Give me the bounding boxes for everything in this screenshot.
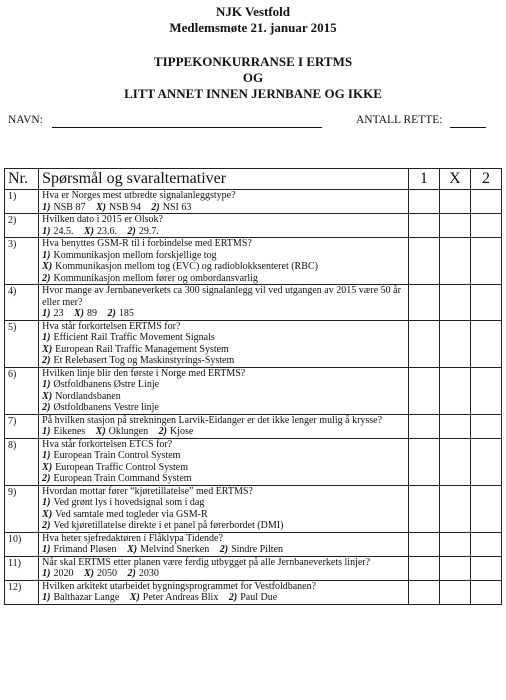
column-header-x: X (439, 169, 470, 190)
option-mark-x: X) (42, 261, 53, 272)
question-cell (39, 580, 409, 604)
answer-option-x (42, 344, 405, 356)
option-1: 23 (53, 308, 64, 319)
answer-box-x[interactable] (439, 532, 470, 556)
answer-box-1[interactable] (408, 320, 439, 367)
option-1: NSB 87 (53, 201, 86, 213)
question-text: På hvilken stasjon på strekningen Larvik-Eidanger er det ikke lenger mulig å krysse? (42, 414, 383, 426)
page-title: TIPPEKONKURRANSE I ERTMS (153, 54, 353, 69)
answer-box-2[interactable] (470, 367, 501, 414)
question-number: 9) (5, 485, 39, 532)
answer-box-2[interactable] (470, 580, 501, 604)
question-cell (39, 438, 409, 485)
answer-box-1[interactable] (408, 556, 439, 580)
column-header-question: Spørsmål og svaralternativer (39, 169, 409, 190)
answer-box-2[interactable] (470, 414, 501, 438)
table-header-row (5, 169, 502, 190)
option-mark-x: X) (84, 225, 94, 237)
table-row (5, 532, 502, 556)
question-cell (39, 285, 409, 321)
option-mark-2: 2) (228, 592, 238, 603)
table-row (5, 190, 502, 214)
answer-option-2 (42, 520, 405, 532)
answer-box-1[interactable] (408, 532, 439, 556)
option-mark-x: X) (42, 461, 53, 473)
page-title-conjunction: OG (242, 70, 264, 85)
option-mark-1: 1) (42, 225, 51, 237)
answer-box-1[interactable] (408, 367, 439, 414)
table-row (5, 556, 502, 580)
option-x: 89 (87, 308, 97, 319)
answer-option-x (42, 261, 405, 273)
question-cell (39, 214, 409, 238)
question-text: Hva heter sjefredaktøren i Flåklypa Tidende? (42, 532, 223, 544)
option-2: 2030 (138, 568, 159, 579)
answer-options (42, 568, 405, 580)
option-2: 29.7. (138, 225, 159, 237)
option-mark-2: 2) (158, 426, 167, 437)
option-2: Paul Due (240, 592, 278, 603)
answer-box-x[interactable] (439, 580, 470, 604)
org-name: NJK Vestfold (215, 4, 291, 19)
option-mark-2: 2) (42, 520, 51, 531)
option-2: Kjose (169, 426, 194, 437)
question-text: Hvilken dato i 2015 er Olsok? (42, 214, 163, 225)
name-label: NAVN: (8, 114, 43, 126)
answer-options (42, 226, 405, 238)
option-1: Efficient Rail Traffic Movement Signals (53, 332, 215, 343)
option-1: European Train Control System (53, 450, 181, 461)
option-x: Kommunikasjon mellom tog (EVC) og radioblokksenteret (RBC) (55, 261, 318, 272)
question-cell (39, 532, 409, 556)
option-x: Oklungen (108, 426, 149, 437)
score-field[interactable] (450, 127, 486, 128)
option-mark-x: X) (42, 343, 53, 355)
option-2: Et Relebasert Tog og Maskinstyrings-System (53, 355, 235, 366)
option-mark-1: 1) (42, 201, 51, 213)
answer-option-x (42, 509, 405, 521)
answer-option-2 (42, 402, 405, 414)
option-mark-1: 1) (42, 308, 51, 319)
answer-box-x[interactable] (439, 320, 470, 367)
answer-box-x[interactable] (439, 285, 470, 321)
option-mark-1: 1) (42, 544, 51, 555)
option-1: Kommunikasjon mellom forskjellige tog (53, 249, 217, 261)
option-1: Balthazar Lange (53, 592, 120, 603)
answer-option-2 (42, 273, 405, 285)
answer-option-1 (42, 497, 405, 509)
question-text: Hvilken linje blir den første i Norge med ERTMS? (42, 367, 246, 379)
table-row (5, 214, 502, 238)
option-2: 185 (118, 308, 134, 319)
answer-box-2[interactable] (470, 438, 501, 485)
option-mark-1: 1) (42, 592, 51, 603)
option-mark-1: 1) (42, 497, 51, 508)
question-number: 1) (5, 190, 39, 214)
option-mark-x: X) (127, 544, 138, 555)
table-row (5, 438, 502, 485)
answer-option-1 (42, 379, 405, 391)
answer-box-2[interactable] (470, 556, 501, 580)
participant-form (8, 114, 500, 130)
option-mark-2: 2) (42, 355, 51, 366)
option-2: Ved kjøretillatelse direkte i et panel på førerbordet (DMI) (53, 520, 284, 531)
question-cell (39, 556, 409, 580)
table-row (5, 238, 502, 285)
question-cell (39, 238, 409, 285)
option-mark-1: 1) (42, 379, 51, 390)
answer-options (42, 308, 405, 320)
option-mark-2: 2) (127, 568, 136, 579)
answer-box-1[interactable] (408, 238, 439, 285)
option-1: Ved grønt lys i hovedsignal som i dag (53, 497, 205, 508)
option-mark-x: X) (42, 390, 53, 402)
answer-option-x (42, 462, 405, 474)
option-mark-1: 1) (42, 249, 51, 261)
option-1: Frimand Pløsen (53, 544, 117, 555)
question-text: Hvor mange av Jernbaneverkets ca 300 signalanlegg vil ved utgangen av 2015 være 50 år eller mer? (42, 285, 401, 308)
option-mark-x: X) (74, 308, 84, 319)
answer-option-1 (42, 332, 405, 344)
question-number: 7) (5, 414, 39, 438)
meeting-date: Medlemsmøte 21. januar 2015 (169, 20, 337, 35)
option-x: European Traffic Control System (55, 461, 189, 473)
page-subtitle: LITT ANNET INNEN JERNBANE OG IKKE (124, 86, 382, 101)
answer-options (42, 544, 405, 556)
answer-box-1[interactable] (408, 485, 439, 532)
column-header-1: 1 (408, 169, 439, 190)
option-mark-2: 2) (127, 225, 136, 237)
option-mark-2: 2) (42, 473, 51, 484)
table-row (5, 485, 502, 532)
option-1: 24.5. (53, 225, 74, 237)
answer-box-2[interactable] (470, 532, 501, 556)
question-number: 3) (5, 238, 39, 285)
option-x: Ved samtale med togleder via GSM-R (55, 508, 208, 520)
answer-option-2 (42, 473, 405, 485)
question-cell (39, 320, 409, 367)
table-row (5, 580, 502, 604)
option-2: European Train Command System (53, 473, 192, 484)
column-header-2: 2 (470, 169, 501, 190)
option-1: 2020 (53, 568, 74, 579)
answer-box-2[interactable] (470, 320, 501, 367)
option-mark-1: 1) (42, 568, 51, 579)
answer-box-1[interactable] (408, 214, 439, 238)
answer-box-x[interactable] (439, 414, 470, 438)
question-number: 6) (5, 367, 39, 414)
option-x: European Rail Traffic Management System (55, 343, 229, 355)
question-number: 11) (5, 556, 39, 580)
option-mark-x: X) (129, 592, 140, 603)
question-number: 12) (5, 580, 39, 604)
answer-option-1 (42, 250, 405, 262)
question-text: Hva benyttes GSM-R til i forbindelse med ERTMS? (42, 238, 252, 249)
table-row (5, 285, 502, 321)
question-text: Hva er Norges mest utbredte signalanleggstype? (42, 190, 236, 201)
question-cell (39, 190, 409, 214)
answer-box-1[interactable] (408, 414, 439, 438)
question-number: 2) (5, 214, 39, 238)
answer-box-1[interactable] (408, 190, 439, 214)
option-x: 23.6. (97, 225, 117, 237)
option-2: NSI 63 (162, 201, 192, 213)
question-text: Hvilken arkitekt utarbeidet bygningsprogrammet for Vestfoldbanen? (42, 580, 317, 592)
table-row (5, 320, 502, 367)
column-header-nr: Nr. (5, 169, 39, 190)
question-text: Hva står forkortelsen ETCS for? (42, 438, 173, 450)
option-1: Eikenes (53, 426, 86, 437)
score-label: ANTALL RETTE: (356, 114, 443, 126)
answer-box-x[interactable] (439, 485, 470, 532)
answer-options (42, 202, 405, 214)
answer-box-x[interactable] (439, 367, 470, 414)
option-mark-2: 2) (42, 272, 51, 284)
option-mark-x: X) (42, 508, 53, 520)
option-mark-x: X) (95, 201, 106, 213)
answer-box-x[interactable] (439, 238, 470, 285)
answer-box-1[interactable] (408, 438, 439, 485)
option-x: 2050 (97, 568, 117, 579)
answer-option-x (42, 391, 405, 403)
answer-box-2[interactable] (470, 214, 501, 238)
option-mark-2: 2) (42, 402, 51, 413)
option-mark-2: 2) (219, 544, 229, 555)
quiz-table (4, 168, 502, 605)
answer-options (42, 426, 405, 438)
option-mark-x: X) (84, 568, 94, 579)
answer-box-2[interactable] (470, 190, 501, 214)
option-x: Peter Andreas Blix (142, 592, 219, 603)
answer-box-1[interactable] (408, 285, 439, 321)
question-number: 10) (5, 532, 39, 556)
question-cell (39, 485, 409, 532)
question-cell (39, 367, 409, 414)
answer-option-1 (42, 450, 405, 462)
option-2: Østfoldbanens Vestre linje (53, 402, 159, 413)
answer-box-x[interactable] (439, 438, 470, 485)
answer-box-x[interactable] (439, 190, 470, 214)
question-number: 4) (5, 285, 39, 321)
table-row (5, 414, 502, 438)
answer-box-2[interactable] (470, 285, 501, 321)
question-cell (39, 414, 409, 438)
answer-box-2[interactable] (470, 485, 501, 532)
option-x: Melvind Snerken (140, 544, 210, 555)
answer-box-1[interactable] (408, 580, 439, 604)
option-mark-1: 1) (42, 450, 51, 461)
option-2: Kommunikasjon mellom fører og ombordansvarlig (53, 272, 258, 284)
option-1: Østfoldbanens Østre Linje (53, 379, 160, 390)
option-2: Sindre Pilten (231, 544, 284, 555)
option-x: Nordlandsbanen (55, 390, 121, 402)
answer-box-x[interactable] (439, 214, 470, 238)
option-mark-2: 2) (107, 308, 116, 319)
option-mark-1: 1) (42, 426, 51, 437)
name-field[interactable] (52, 127, 322, 128)
option-x: NSB 94 (108, 201, 141, 213)
question-number: 5) (5, 320, 39, 367)
answer-options (42, 592, 405, 604)
table-row (5, 367, 502, 414)
answer-box-x[interactable] (439, 556, 470, 580)
answer-box-2[interactable] (470, 238, 501, 285)
option-mark-2: 2) (151, 201, 160, 213)
option-mark-x: X) (95, 426, 106, 437)
question-text: Når skal ERTMS etter planen være ferdig utbygget på alle Jernbaneverkets linjer? (42, 556, 371, 568)
question-text: Hva står forkortelsen ERTMS for? (42, 320, 181, 332)
answer-option-2 (42, 355, 405, 367)
question-text: Hvordan mottar fører “kjøretillatelse” med ERTMS? (42, 485, 253, 497)
option-mark-1: 1) (42, 332, 51, 343)
question-number: 8) (5, 438, 39, 485)
